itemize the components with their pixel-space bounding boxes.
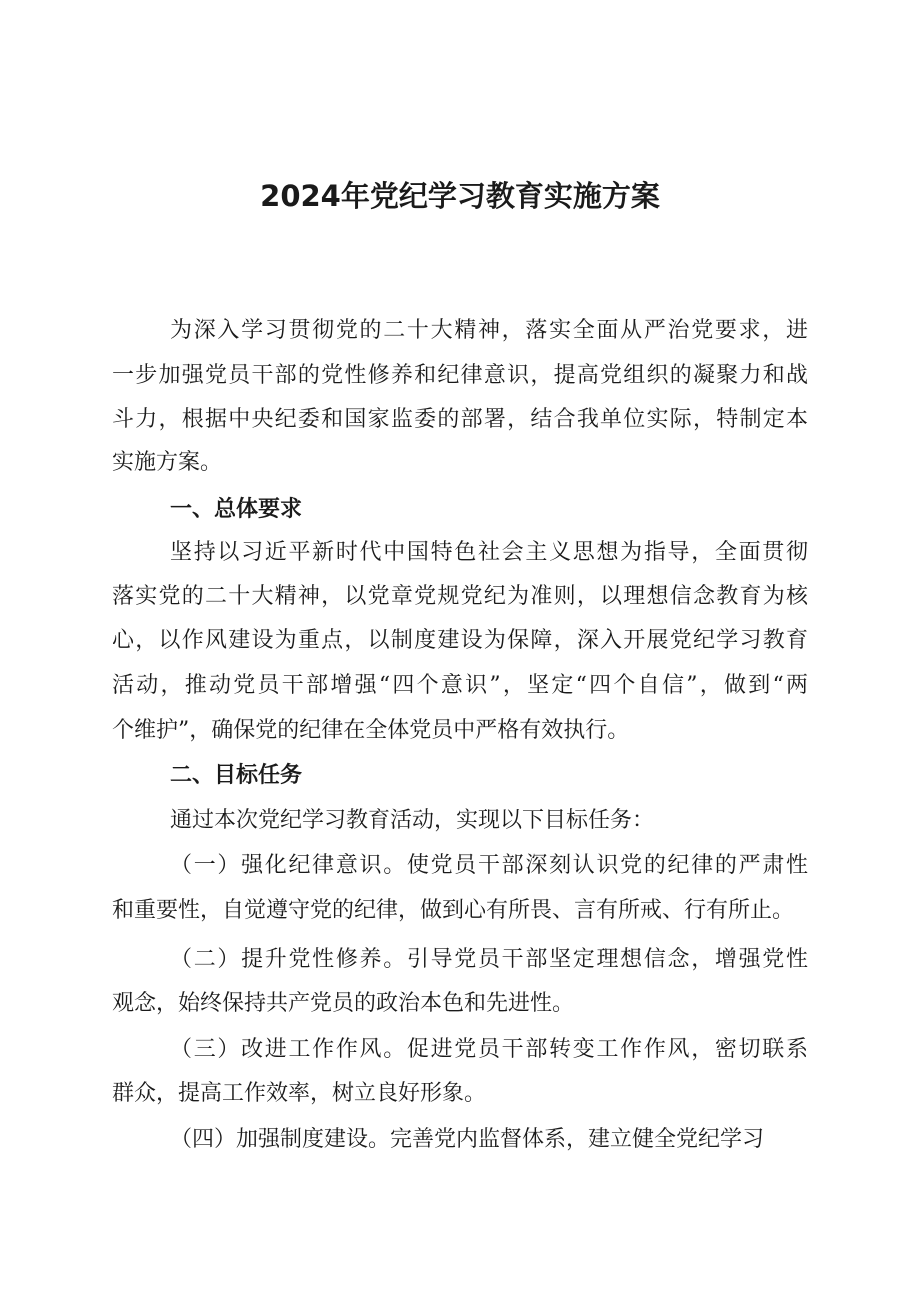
- paragraph-line: 群众，提高工作效率，树立良好形象。: [112, 1081, 487, 1106]
- paragraph-line: （一）强化纪律意识。使党员干部深刻认识党的纪律的严肃性: [170, 853, 808, 878]
- paragraph-line: 观念，始终保持共产党员的政治本色和先进性。: [112, 991, 575, 1016]
- paragraph-line: 心，以作风建设为重点，以制度建设为保障，深入开展党纪学习教育: [112, 628, 808, 653]
- paragraph-line: 个维护”，确保党的纪律在全体党员中严格有效执行。: [112, 718, 630, 743]
- paragraph-line: 一步加强党员干部的党性修养和纪律意识，提高党组织的凝聚力和战: [112, 363, 808, 388]
- paragraph-line: （二）提升党性修养。引导党员干部坚定理想信念，增强党性: [170, 947, 808, 972]
- paragraph-line: （三）改进工作作风。促进党员干部转变工作作风，密切联系: [170, 1037, 808, 1062]
- paragraph-line: 实施方案。: [112, 450, 223, 475]
- paragraph-line: 落实党的二十大精神，以党章党规党纪为准则，以理想信念教育为核: [112, 584, 808, 609]
- paragraph-line: 斗力，根据中央纪委和国家监委的部署，结合我单位实际，特制定本: [112, 407, 808, 432]
- paragraph-line: 坚持以习近平新时代中国特色社会主义思想为指导，全面贯彻: [170, 540, 808, 565]
- paragraph-line: （四）加强制度建设。完善党内监督体系，建立健全党纪学习: [170, 1127, 765, 1152]
- paragraph-line: 通过本次党纪学习教育活动，实现以下目标任务：: [170, 808, 655, 833]
- paragraph-line: 为深入学习贯彻党的二十大精神，落实全面从严治党要求，进: [170, 318, 808, 343]
- section-heading: 二、目标任务: [170, 763, 303, 788]
- section-heading: 一、总体要求: [170, 497, 303, 522]
- paragraph-line: 和重要性，自觉遵守党的纪律，做到心有所畏、言有所戒、行有所止。: [112, 898, 795, 923]
- document-title: 2024年党纪学习教育实施方案: [260, 179, 660, 213]
- paragraph-line: 活动，推动党员干部增强“四个意识”，坚定“四个自信”，做到“两: [112, 673, 808, 698]
